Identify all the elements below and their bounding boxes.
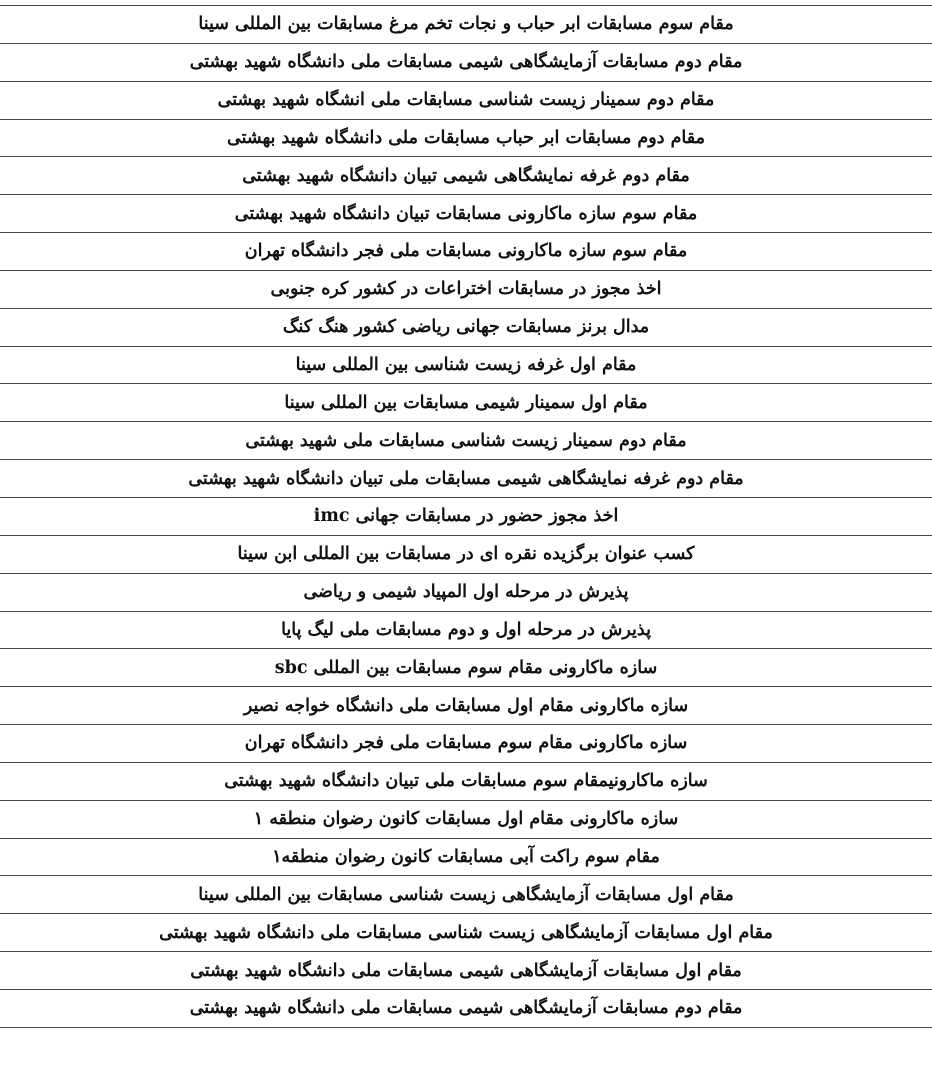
table-row: پذیرش در مرحله اول المپیاد شیمی و ریاضی [0, 574, 932, 612]
table-row: کسب عنوان برگزیده نقره ای در مسابقات بین المللی ابن سینا [0, 536, 932, 574]
achievements-table [0, 5, 932, 1028]
table-row: مقام سوم سازه ماکارونی مسابقات ملی فجر دانشگاه تهران [0, 233, 932, 271]
table-row: مقام دوم مسابقات ابر حباب مسابقات ملی دانشگاه شهید بهشتی [0, 120, 932, 158]
table-row: مقام اول غرفه زیست شناسی بین المللی سینا [0, 347, 932, 385]
table-row: مقام دوم غرفه نمایشگاهی شیمی مسابقات ملی تبیان دانشگاه شهید بهشتی [0, 460, 932, 498]
table-row: مقام سوم راکت آبی مسابقات کانون رضوان منطقه۱ [0, 839, 932, 877]
table-row: مدال برنز مسابقات جهانی ریاضی کشور هنگ کنگ [0, 309, 932, 347]
table-row: سازه ماکارونی مقام سوم مسابقات ملی فجر دانشگاه تهران [0, 725, 932, 763]
table-row: مقام دوم مسابقات آزمایشگاهی شیمی مسابقات ملی دانشگاه شهید بهشتی [0, 990, 932, 1028]
table-row: مقام اول سمینار شیمی مسابقات بین المللی سینا [0, 384, 932, 422]
table-row: مقام سوم مسابقات ابر حباب و نجات تخم مرغ مسابقات بین المللی سینا [0, 6, 932, 44]
table-row: سازه ماکارونیمقام سوم مسابقات ملی تبیان دانشگاه شهید بهشتی [0, 763, 932, 801]
table-row: پذیرش در مرحله اول و دوم مسابقات ملی لیگ پایا [0, 612, 932, 650]
table-row: مقام اول مسابقات آزمایشگاهی زیست شناسی مسابقات ملی دانشگاه شهید بهشتی [0, 914, 932, 952]
table-row: مقام اول مسابقات آزمایشگاهی زیست شناسی مسابقات بین المللی سینا [0, 876, 932, 914]
table-row: سازه ماکارونی مقام اول مسابقات ملی دانشگاه خواجه نصیر [0, 687, 932, 725]
table-row: سازه ماکارونی مقام سوم مسابقات بین المللی sbc [0, 649, 932, 687]
table-row: مقام دوم غرفه نمایشگاهی شیمی تبیان دانشگاه شهید بهشتی [0, 157, 932, 195]
table-row: مقام سوم سازه ماکارونی مسابقات تبیان دانشگاه شهید بهشتی [0, 195, 932, 233]
table-row: مقام دوم مسابقات آزمایشگاهی شیمی مسابقات ملی دانشگاه شهید بهشتی [0, 44, 932, 82]
table-row: مقام اول مسابقات آزمایشگاهی شیمی مسابقات ملی دانشگاه شهید بهشتی [0, 952, 932, 990]
table-row: اخذ مجوز حضور در مسابقات جهانی imc [0, 498, 932, 536]
table-row: سازه ماکارونی مقام اول مسابقات کانون رضوان منطقه ۱ [0, 801, 932, 839]
table-row: مقام دوم سمینار زیست شناسی مسابقات ملی شهید بهشتی [0, 422, 932, 460]
table-row: اخذ مجوز در مسابقات اختراعات در کشور کره جنوبی [0, 271, 932, 309]
table-row: مقام دوم سمینار زیست شناسی مسابقات ملی انشگاه شهید بهشتی [0, 82, 932, 120]
